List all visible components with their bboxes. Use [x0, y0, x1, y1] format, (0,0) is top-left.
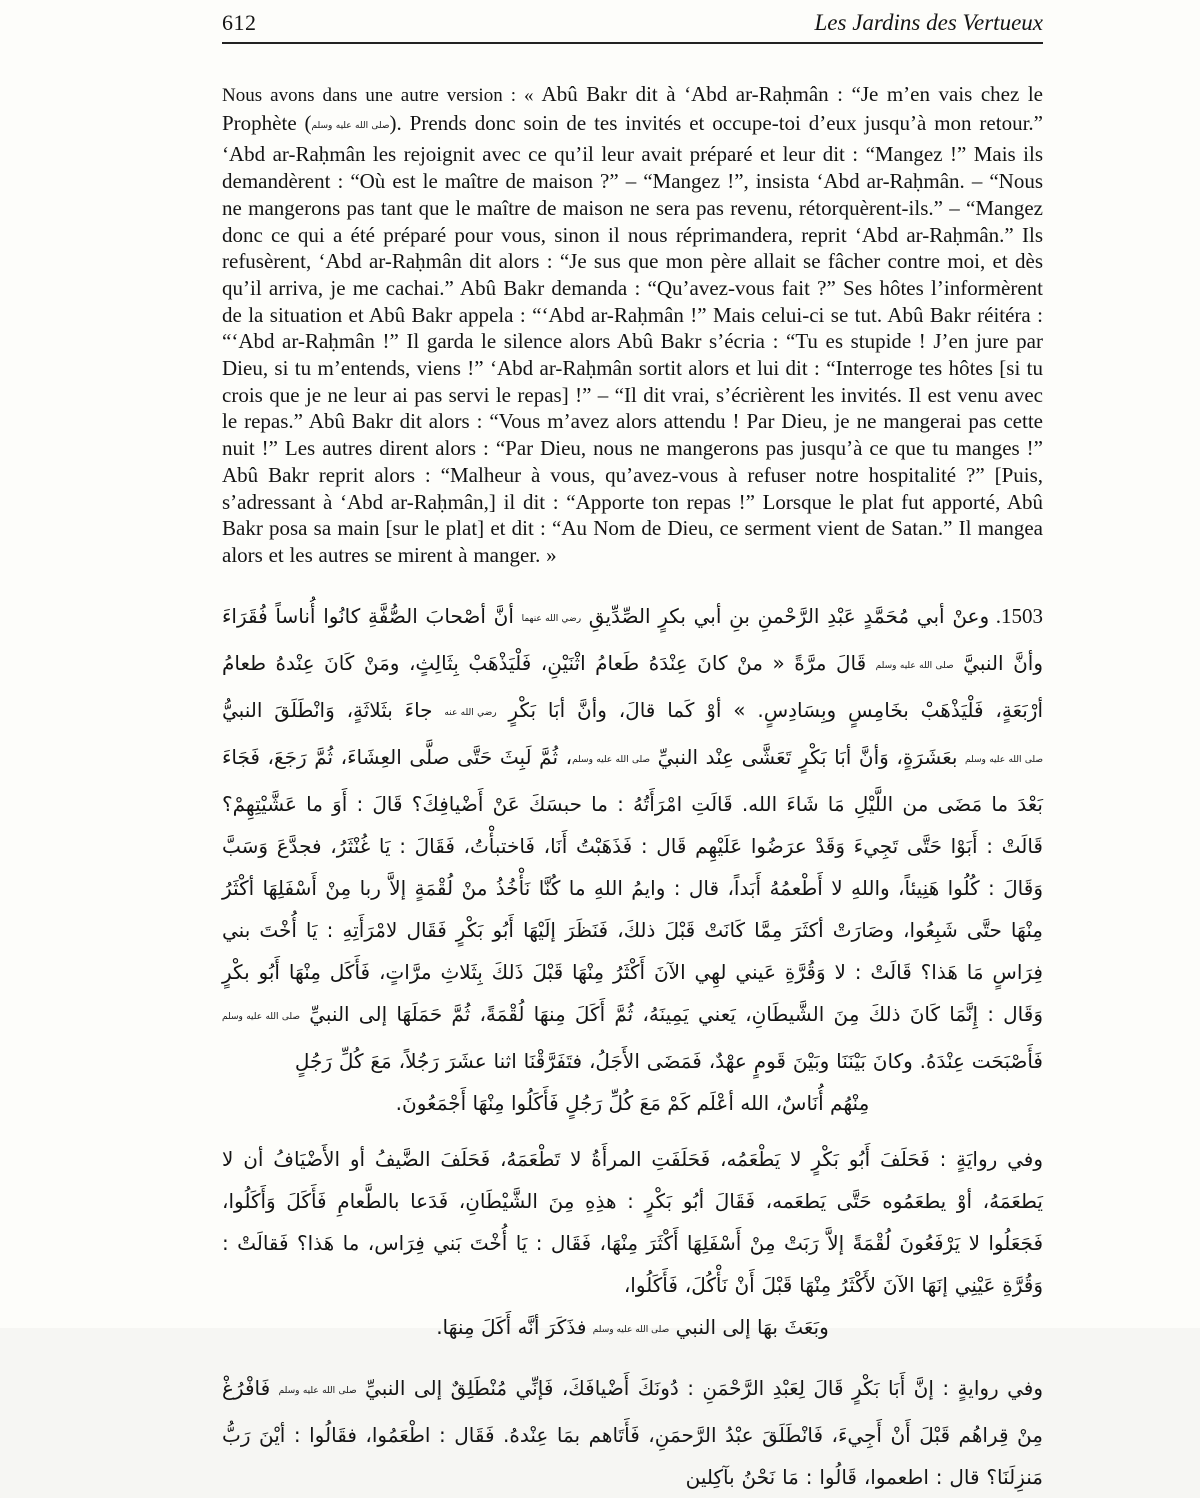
book-title: Les Jardins des Vertueux	[814, 10, 1043, 35]
honorific-calligraphy-mark: صلى الله عليه وسلم	[278, 1385, 357, 1396]
page-number: 612	[222, 10, 257, 35]
honorific-calligraphy-mark: رضي الله عنهما	[521, 613, 582, 624]
text-segment: فذَكَرَ أنَّه أَكَلَ مِنهَا.	[436, 1314, 593, 1339]
running-header	[222, 10, 1043, 44]
text-segment: قَالَ مرَّةً « منْ كانَ عِنْدَهُ طَعامُ اثْنَيْنِ، فَلْيَذْهَبْ بِثَالِثٍ، ومَنْ كَانَ عِنْدهُ طعامُ أرْبَعَةٍ، فَلْيَذْهَبْ بخَامِسٍ وبِسَادِسٍ. » أوْ كَما قالَ، وأنَّ أبَا بَكْرٍ	[222, 650, 1044, 722]
text-segment: وفي روايَةٍ : فَحَلَفَ أَبُو بَكْرٍ لا يَطْعَمُه، فَحَلَفَتِ المرأَةُ لا تَطْعَمَهُ، فَحَلَفَ الضَّيفُ أو الأَضْيَافُ أن لا يَطعَمَهُ، أوْ يطعَمُوه حَتَّى يَطعَمه، فَقَالَ أبُو بَكْرٍ : هذِهِ مِنَ الشَّيْطَانِ، فَدَعا بالطَّعامِ فَأَكَلَ وَأَكَلُوا، فَجَعَلُوا لا يَرْفَعُونَ لُقْمَةً إلاَّ رَبَتْ مِنْ أَسْفَلِهَا أَكْثَرَ مِنْهَا، فَقَال : يَا أُخْتَ بَني فِرَاس، ما هَذا؟ فَقالَتْ : وَقُرَّةِ عَيْنِي إنَهَا الآنَ لأَكْثَرُ مِنْهَا قَبْلَ أَنْ نَأْكُلَ، فَأَكَلُوا،	[222, 1146, 1043, 1297]
text-segment: مِنْهُم أُنَاسٌ، الله أعْلَم كَمْ مَعَ كُلِّ رَجُلٍ فَأَكَلُوا مِنْهَا أَجْمَعُونَ.	[395, 1090, 870, 1115]
text-segment: فَافْرُغْ مِنْ قِراهُم قَبْلَ أَنْ أَجِيءَ، فَانْطَلَقَ عبْدُ الرَّحمَنِ، فَأَتَاهم بمَا عِنْدهُ. فَقَال : اطْعَمُوا، فقَالُوا : أيْنَ رَبُّ مَنزِلَنَا؟ قال : اطعموا، قَالُوا : مَا نَحْنُ بآكِلين	[222, 1375, 1043, 1489]
arabic-hadith-1503-last-line	[222, 1082, 1043, 1124]
text-segment: Abû Bakr dit à ‘Abd ar-Raḥmân : “Je m’en vais chez le Prophète (	[222, 82, 1044, 135]
honorific-calligraphy-mark: صلى الله عليه وسلم	[222, 1011, 300, 1022]
french-translation-paragraph	[222, 81, 1043, 569]
text-segment: فَأَصْبَحَت عِنْدَهُ. وكانَ بَيْنَنَا وبَيْنَ قَومٍ عهْدٌ، فَمَضَى الأَجَلُ، فتَفَرَّقْنَا اثنا عشَرَ رَجُلاً، مَعَ كُلِّ رَجُلٍ	[294, 1048, 1043, 1073]
arabic-variant-narration-2	[222, 1367, 1043, 1498]
text-segment: وفي روايةٍ : إنَّ أَبَا بَكْرٍ قَالَ لِعَبْدِ الرَّحْمَنِ : دُونَكَ أَضْيافَكَ، فَإنِّي مُنْطَلِقٌ إلى النبيِّ	[356, 1375, 1044, 1400]
arabic-variant-narration-1-last-line	[222, 1306, 1043, 1353]
text-segment: وعنْ أبي مُحَمَّدٍ عَبْدِ الرَّحْمنِ بنِ أبي بكرٍ الصِّدِّيقِ	[581, 603, 990, 628]
text-segment: 1503.	[989, 603, 1044, 628]
text-segment: وبَعَثَ بهَا إلى النبي	[669, 1314, 829, 1339]
honorific-calligraphy-mark: صلى الله عليه وسلم	[875, 660, 954, 671]
honorific-calligraphy-mark: صلى الله عليه وسلم	[572, 754, 651, 765]
honorific-calligraphy-mark: رضي الله عنه	[444, 707, 497, 718]
text-segment: بعَشَرَةٍ، وَأنَّ أبَا بَكْرٍ تَعَشَّى عِنْد النبيِّ	[650, 744, 965, 769]
arabic-hadith-1503-body	[222, 595, 1043, 1082]
text-segment: جاءَ بثَلاثَةٍ، وَانْطَلَقَ النبيُّ	[222, 697, 445, 722]
honorific-calligraphy-mark: صلى الله عليه وسلم	[965, 754, 1043, 765]
text-segment: أنَّ أصْحابَ الصُّفَّةِ كانُوا أُناساً فُقَرَاءَ وأنَّ النبيَّ	[222, 603, 1043, 675]
text-segment: Nous avons dans une autre version : «	[222, 85, 542, 106]
honorific-calligraphy-mark: صلى الله عليه وسلم	[592, 1324, 670, 1335]
paragraph-spacer	[222, 1353, 1043, 1367]
text-segment: ، ثُمَّ لَبِثَ حَتَّى صلَّى العِشَاءَ، ثُمَّ رَجَعَ، فَجَاءَ بَعْدَ ما مَضَى من اللَّيْلِ مَا شَاءَ الله. قَالَتِ امْرَأَتُهُ : ما حبسَكَ عَنْ أَضْيافِكَ؟ قَالَ : أَوَ ما عَشَّيْتِهِمْ؟ قَالَتْ : أَبَوْا حَتَّى تَجِيءَ وَقَدْ عرَضُوا عَلَيْهِم قَال : فَذَهَبْتُ أَنَا، فَاختبأْتُ، فَقَالَ : يَا غُنْثَرُ، فجدَّعَ وَسَبَّ وَقَالَ : كُلُوا هَنِيئاً، واللهِ لا أَطْعمُهُ أَبَداً، قال : وايمُ اللهِ ما كُنَّا نَأْخُذُ منْ لُقْمَةٍ إلاَّ ربا مِنْ أَسْفَلِهَا أكْثَرُ مِنْهَا حتَّى شَبِعُوا، وصَارَتْ أكثَرَ مِمَّا كَانَتْ قَبْلَ ذلكَ، فَنَظَرَ إلَيْهَا أَبُو بَكْرٍ فَقَال لامْرَأَتِهِ : يَا أُخْتَ بني فِرَاسٍ مَا هَذا؟ قَالَتْ : لا وَقُرَّةِ عَيني لهِي الآنَ أَكْثَرُ مِنْهَا قَبْلَ ذَلكَ بِثَلاثِ مرَّاتٍ، فَأَكَل مِنْهَا أَبُو بكْرٍ وَقَال : إِنَّمَا كَانَ ذلكَ مِنَ الشَّيطَانِ، يَعني يَمِينَهُ، ثُمَّ أَكَلَ مِنهَا لُقْمَةً، ثُمَّ حَمَلَهَا إلى النبيِّ	[222, 744, 1043, 1026]
paragraph-spacer	[222, 1124, 1043, 1138]
text-segment: ). Prends donc soin de tes invités et occupe-toi d’eux jusqu’à mon retour.” ‘Abd ar-Raḥmân les rejoignit avec ce qu’il leur avait préparé et leur dit : “Mangez !” Mais ils demandèrent : “Où est le maître de maison ?” – “Mangez !”, insista ‘Abd ar-Raḥmân. – “Nous ne mangerons pas tant que le maître de maison ne sera pas revenu, rétorquèrent-ils.” – “Mangez donc ce qui a été préparé pour vous, sinon il nous réprimandera, reprit ‘Abd ar-Raḥmân.” Ils refusèrent, ‘Abd ar-Raḥmân dit alors : “Je sus que mon père allait se fâcher contre moi, et dès qu’il arriva, je me cachai.” Abû Bakr demanda : “Qu’avez-vous fait ?” Ses hôtes l’informèrent de la situation et Abû Bakr appela : “‘Abd ar-Raḥmân !” Mais celui-ci se tut. Abû Bakr réitéra : “‘Abd ar-Raḥmân !” Il garda le silence alors Abû Bakr s’écria : “Tu es stupide ! J’en jure par Dieu, si tu m’entends, viens !” ‘Abd ar-Raḥmân sortit alors et lui dit : “Interroge tes hôtes [si tu crois que je ne leur ai pas servi le repas] !” – “Il dit vrai, s’écrièrent les invités. Il est venu avec le repas.” Abû Bakr dit alors : “Vous m’avez alors attendu ! Par Dieu, je ne mangerai pas cette nuit !” Les autres dirent alors : “Par Dieu, nous ne mangerons pas jusqu’à ce que tu manges !” Abû Bakr reprit alors : “Malheur à vous, qu’avez-vous à refuser notre hospitalité ?” [Puis, s’adressant à ‘Abd ar-Raḥmân,] il dit : “Apporte ton repas !” Lorsque le plat fut apporté, Abû Bakr posa sa main [sur le plat] et dit : “Au Nom de Dieu, ce serment vient de Satan.” Il mangea alors et les autres se mirent à manger. »	[222, 110, 1043, 567]
honorific-calligraphy-mark: صلى الله عليه وسلم	[311, 120, 390, 131]
arabic-variant-narration-1-body	[222, 1138, 1043, 1306]
